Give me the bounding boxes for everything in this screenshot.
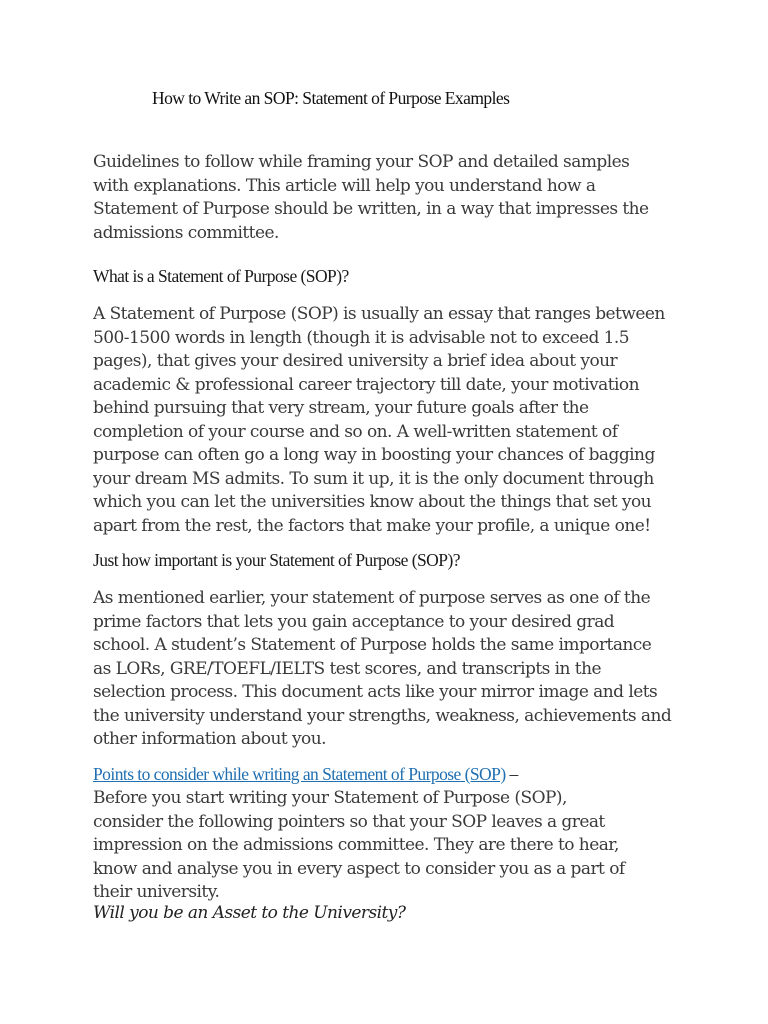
paragraph-line: other information about you. [93,729,326,749]
paragraph-line: which you can let the universities know about the things that set you [93,492,652,512]
paragraph-line: completion of your course and so on. A well-written statement of [93,421,618,442]
section-heading-importance: Just how important is your Statement of Purpose (SOP)? [93,550,460,570]
section-heading-what-is-sop: What is a Statement of Purpose (SOP)? [93,266,349,286]
paragraph-line: Before you start writing your Statement of Purpose (SOP), [93,788,567,808]
paragraph-line: consider the following pointers so that your SOP leaves a great [93,811,605,832]
asset-question: Will you be an Asset to the University? [93,903,406,923]
what-is-sop-paragraph [93,303,665,538]
paragraph-line: school. A student’s Statement of Purpose holds the same importance [93,635,652,655]
paragraph-line: selection process. This document acts like your mirror image and lets [93,682,658,702]
intro-line: Guidelines to follow while framing your SOP and detailed samples [93,152,630,172]
paragraph-line: behind pursuing that very stream, your future goals after the [93,398,589,418]
paragraph-line: know and analyse you in every aspect to consider you as a part of [93,858,625,879]
paragraph-line: academic & professional career trajectory till date, your motivation [93,374,639,395]
paragraph-line: 500-1500 words in length (though it is advisable not to exceed 1.5 [93,327,630,348]
paragraph-line: impression on the admissions committee. They are there to hear, [93,835,619,855]
paragraph-line: as LORs, GRE/TOEFL/IELTS test scores, and transcripts in the [93,658,601,679]
paragraph-line: the university understand your strengths, weakness, achievements and [93,705,672,726]
page-title: How to Write an SOP: Statement of Purpose Examples [152,88,510,108]
paragraph-line: apart from the rest, the factors that make your profile, a unique one! [93,515,651,536]
intro-line: admissions committee. [93,222,279,243]
points-paragraph [93,787,625,905]
paragraph-line: As mentioned earlier, your statement of purpose serves as one of the [93,588,651,608]
intro-paragraph [93,151,649,245]
paragraph-line: purpose can often go a long way in boosting your chances of bagging [93,445,655,465]
points-heading-row [93,764,518,785]
paragraph-line: A Statement of Purpose (SOP) is usually an essay that ranges between [93,304,665,324]
points-to-consider-link[interactable]: Points to consider while writing an Statement of Purpose (SOP) [93,764,506,784]
importance-paragraph [93,587,671,752]
em-dash: – [509,764,518,784]
paragraph-line: their university. [93,882,220,902]
intro-line: Statement of Purpose should be written, in a way that impresses the [93,199,649,219]
paragraph-line: your dream MS admits. To sum it up, it is the only document through [93,468,654,489]
intro-line: with explanations. This article will help you understand how a [93,175,596,196]
paragraph-line: pages), that gives your desired university a brief idea about your [93,351,618,371]
paragraph-line: prime factors that lets you gain acceptance to your desired grad [93,611,615,632]
